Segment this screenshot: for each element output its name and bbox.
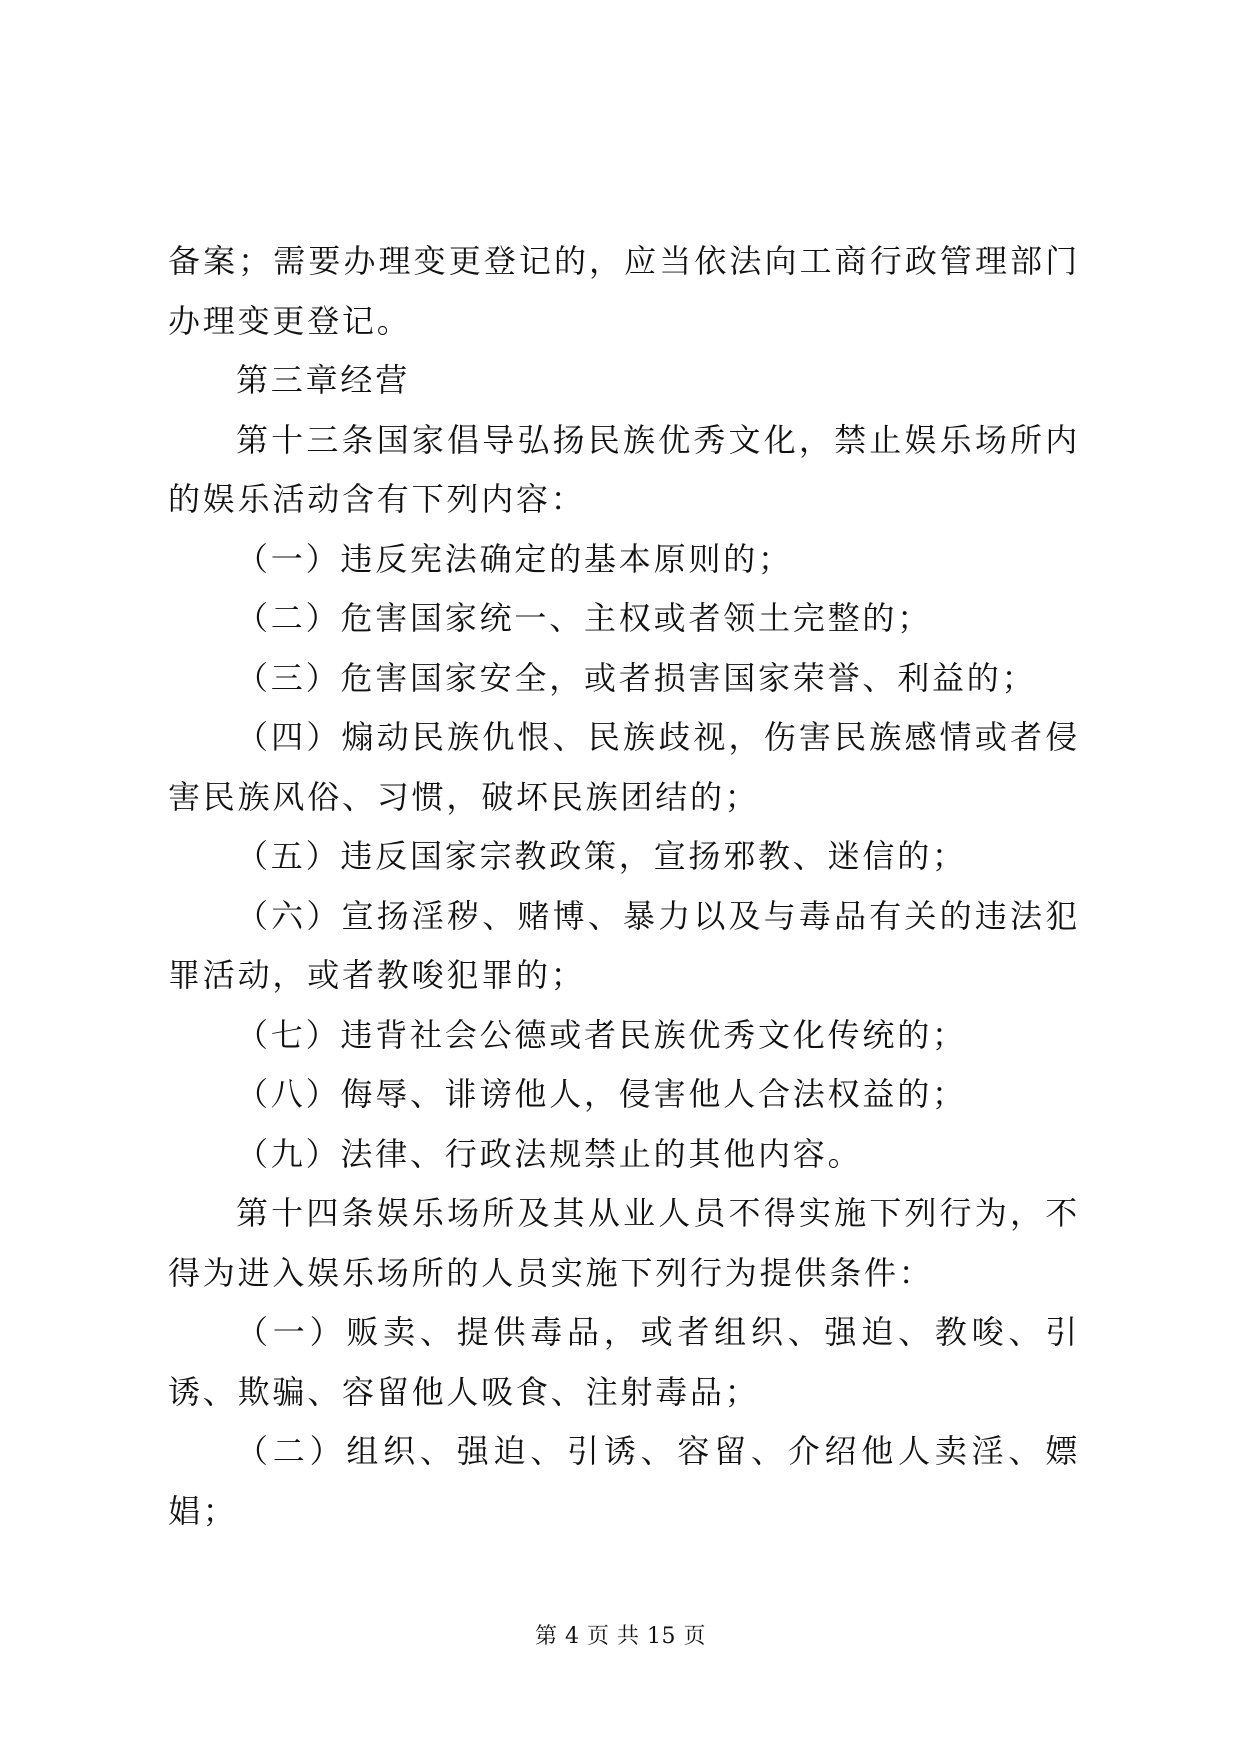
article-13-item-7: （七）违背社会公德或者民族优秀文化传统的； [236, 1015, 967, 1054]
article-13-item-1: （一）违反宪法确定的基本原则的； [236, 539, 793, 578]
article-13-item-6: （六）宣扬淫秽、赌博、暴力以及与毒品有关的违法犯罪活动，或者教唆犯罪的； [168, 896, 1080, 994]
article-13-item-3: （三）危害国家安全，或者损害国家荣誉、利益的； [236, 658, 1037, 697]
article-13-item-9: （九）法律、行政法规禁止的其他内容。 [236, 1134, 863, 1173]
article-13-item-4: （四）煽动民族仇恨、民族歧视，伤害民族感情或者侵害民族风俗、习惯，破坏民族团结的； [168, 718, 1080, 816]
paragraph-continuation: 备案；需要办理变更登记的，应当依法向工商行政管理部门办理变更登记。 [168, 242, 1080, 340]
article-14-item-1: （一）贩卖、提供毒品，或者组织、强迫、教唆、引诱、欺骗、容留他人吸食、注射毒品； [168, 1313, 1080, 1411]
article-13-item-8: （八）侮辱、诽谤他人，侵害他人合法权益的； [236, 1075, 967, 1113]
article-14-item-2: （二）组织、强迫、引诱、容留、介绍他人卖淫、嫖娼； [168, 1432, 1080, 1530]
chapter-heading: 第三章经营 [236, 361, 411, 399]
article-14: 第十四条娱乐场所及其从业人员不得实施下列行为，不得为进入娱乐场所的人员实施下列行为提供条件： [168, 1194, 1080, 1292]
article-13: 第十三条国家倡导弘扬民族优秀文化，禁止娱乐场所内的娱乐活动含有下列内容： [168, 420, 1080, 518]
article-13-item-2: （二）危害国家统一、主权或者领土完整的； [236, 599, 933, 637]
article-13-item-5: （五）违反国家宗教政策，宣扬邪教、迷信的； [236, 837, 967, 875]
page-number-footer: 第 4 页 共 15 页 [535, 1624, 706, 1649]
document-body [168, 232, 1080, 1541]
